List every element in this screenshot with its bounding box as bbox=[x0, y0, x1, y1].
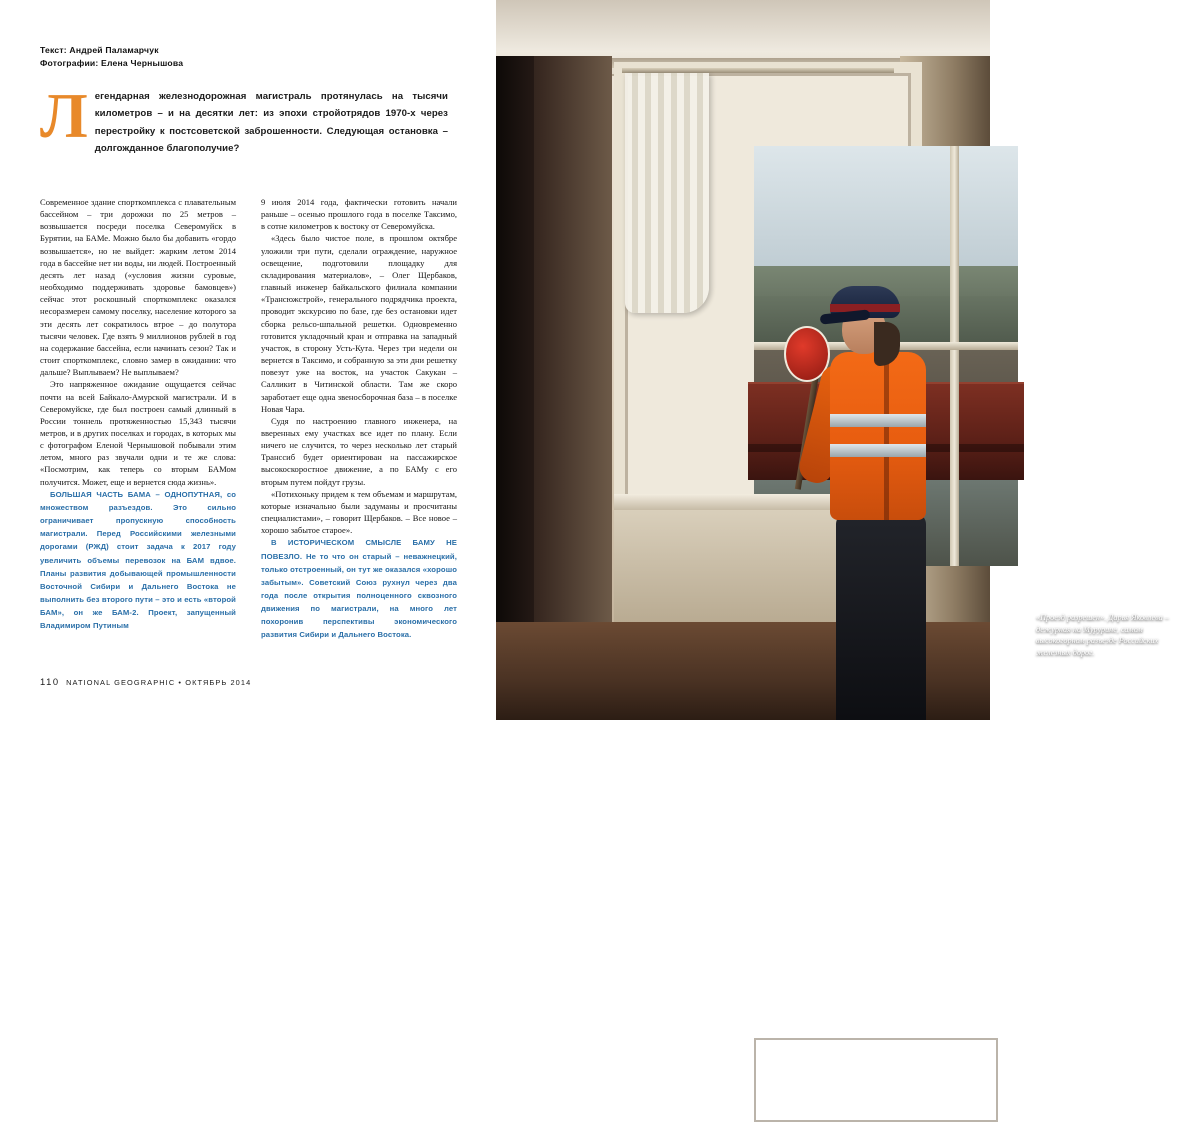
vest-zipper bbox=[884, 352, 889, 520]
paragraph: «Здесь было чистое поле, в прошлом октябре уложили три пути, сделали ограждение, наружное освещение, подготовили площадку для складирования материалов», – Олег Щербаков, главный инженер байкальского филиала компании «Трансюжстрой», генерального подрядчика проекта, проводит экскурсию по базе, где без остановки идет сборка рельсо-шпальной решетки. Одновременно готовится укладочный кран и отправка на западный участок, в сторону Усть-Кута. Через три недели он вернется в Таксимо, и собранную за эти дни решетку повезут уже на восток, на участок Сакукан – Салликит в Читинской области. Там же скоро заработает еще одна звеносборочная база – в поселке Новая Чара. bbox=[261, 233, 457, 414]
byline bbox=[40, 44, 340, 69]
paragraph: 9 июля 2014 года, фактически готовить начали раньше – осенью прошлого года в поселке Таксимо, в сотне километров к востоку от Северомуйска. bbox=[261, 197, 457, 232]
byline-photographer: Фотографии: Елена Чернышова bbox=[40, 57, 184, 68]
vest-reflective-stripe bbox=[830, 414, 926, 427]
folio-text: NATIONAL GEOGRAPHIC • ОКТЯБРЬ 2014 bbox=[66, 678, 252, 687]
photograph bbox=[496, 0, 1169, 720]
safety-vest-icon bbox=[830, 352, 926, 520]
folio-number: 110 bbox=[40, 676, 60, 687]
paragraph: Современное здание спорткомплекса с плавательным бассейном – три дорожки по 25 метров – возвышается посреди поселка Северомуйск в Бурятии, на БАМе. Можно было бы добавить «гордо возвышается», но не выйдет: жарким летом 2014 года в бассейне нет ни воды, ни людей. Построенный десять лет назад («условия жизни суровые, необходимо поддерживать здоровье бамовцев») сейчас этот роскошный спорткомплекс оказался несоразмерен самому поселку, население которого за эти десять лет сократилось втрое – до полутора тысячи человек. Где взять 9 миллионов рублей в год на содержание бассейна, если начинать сезон? Так и стоит спорткомплекс, словно замер в ожидании: что дальше? Выплываем? Не выплываем? bbox=[40, 197, 236, 378]
body-columns bbox=[40, 196, 457, 656]
byline-author: Текст: Андрей Паламарчук bbox=[40, 45, 159, 55]
body-column-left bbox=[40, 196, 236, 632]
railway-attendant bbox=[796, 268, 986, 720]
paragraph bbox=[40, 488, 236, 633]
body-column-right bbox=[261, 196, 457, 642]
intro-text: егендарная железнодорожная магистраль протянулась на тысячи километров – и на десятки лет: из эпохи стройотрядов 1970-х через перестройку к постсоветской заброшенности. Следующая остановка – долгожданное благополучие? bbox=[94, 91, 448, 155]
article-intro bbox=[40, 80, 448, 158]
wall-panel bbox=[754, 1038, 998, 1122]
paragraph: Судя по настроению главного инженера, на вверенных ему участках все идет по плану. Если ничего не случится, то через несколько лет старый Транссиб будет ориентирован на пассажирское высокоскоростное движение, а по БАМу с его вторым путем пойдут грузы. bbox=[261, 415, 457, 487]
paragraph: «Потихоньку придем к тем объемам и маршрутам, которые изначально были задуманы и просчитаны специалистами», – говорит Щербаков. – Все новое – хорошо забытое старое». bbox=[261, 488, 457, 536]
photo-caption: «Проезд разрешен». Дарья Яковлева – дежурная на Мурурине, самом высокогорном разъезде Российских железных дорог. bbox=[1036, 613, 1169, 657]
legs bbox=[836, 514, 926, 720]
paragraph: Это напряженное ожидание ощущается сейчас почти на всей Байкало-Амурской магистрали. И в Северомуйске, где был построен самый длинный в России тоннель протяженностью 15,343 тысячи метров, и в других поселках и городах, в которых мы с фотографом Еленой Чернышовой побывали этим летом, много раз звучали одни и те же слова: «Посмотрим, как теперь со вторым БАМом получится. Может, еще и вернется сюда жизнь». bbox=[40, 379, 236, 487]
left-wall-shadow bbox=[496, 56, 534, 720]
paragraph-lede: В ИСТОРИЧЕСКОМ СМЫСЛЕ БАМУ НЕ ПОВЕЗЛО. Не то что он старый – неважнецкий, только отстроенный, он тут же оказался «хорошо забытым». Советский Союз рухнул через два года после открытия полноценного сквозного движения по магистрали, на много лет похоронив перспективы экономического развития Сибири и Дальнего Востока. bbox=[261, 538, 457, 640]
drop-cap: Л bbox=[40, 80, 88, 151]
paragraph bbox=[261, 536, 457, 641]
paragraph-lede: БОЛЬШАЯ ЧАСТЬ БАМА – ОДНОПУТНАЯ, со множеством разъездов. Это сильно ограничивает пропускную способность магистрали. Перед Российскими железными дорогами (РЖД) стоит задача к 2017 году увеличить объемы перевозок на БАМ вдвое. Планы развития добывающей промышленности Восточной Сибири и Дальнего Востока не выполнить без второго пути – это и есть «второй БАМ», он же БАМ-2. Проект, запущенный Владимиром Путиным bbox=[40, 489, 236, 631]
article-page bbox=[0, 0, 496, 720]
vest-reflective-stripe bbox=[830, 444, 926, 457]
curtain bbox=[625, 73, 709, 313]
page-folio bbox=[40, 676, 251, 687]
